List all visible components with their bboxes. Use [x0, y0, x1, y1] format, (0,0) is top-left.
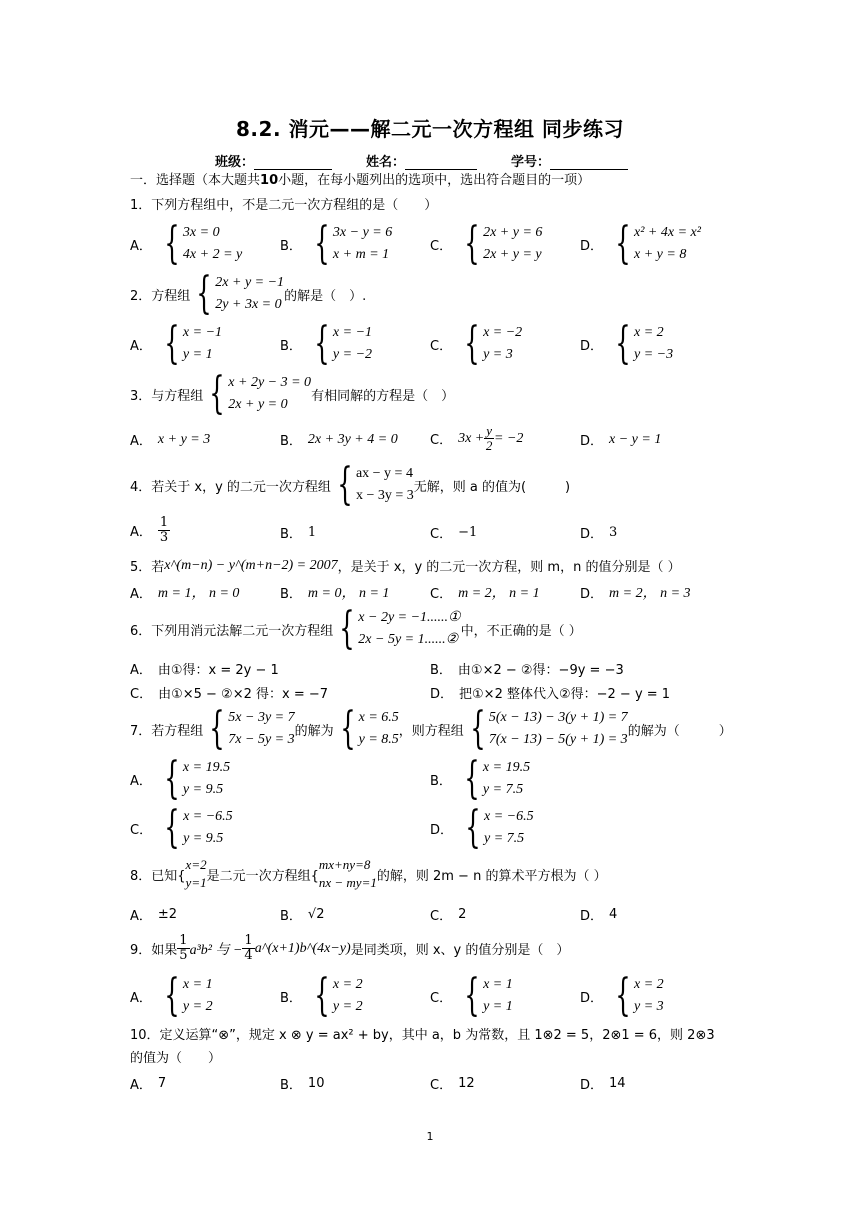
section-number: 一．: [130, 173, 157, 188]
option-label: C．: [130, 687, 153, 702]
eq-line: y = 2: [182, 999, 213, 1014]
option-label: C．: [130, 822, 153, 838]
q2-option-b: B． { x = −1 y = −2: [280, 318, 373, 369]
q5-option-d: [580, 582, 691, 602]
student-info: [215, 151, 628, 170]
fraction: [177, 934, 189, 963]
option-label: B．: [280, 1078, 302, 1093]
q10-option-c: [430, 1074, 475, 1093]
option-label: B．: [280, 990, 302, 1006]
q2-option-a: A． { x = −1 y = 1: [130, 318, 223, 369]
q1-option-b: B． { 3x − y = 6 x + m = 1: [280, 218, 393, 269]
option-label: B．: [280, 338, 302, 354]
q4-option-d: [580, 523, 617, 542]
q10-option-d: [580, 1074, 626, 1093]
option-value: 10: [307, 1076, 325, 1091]
q7-option-d: D． { x = −6.5 y = 7.5: [430, 802, 534, 853]
q5-option-a: [130, 582, 239, 602]
eq-line: x = 2: [332, 977, 363, 992]
option-label: D．: [580, 1078, 604, 1093]
question-5-stem: [130, 556, 681, 575]
stem-text: 有相同解的方程是（ ）: [311, 388, 455, 404]
option-label: A．: [130, 586, 152, 602]
eq-line: x=2: [185, 857, 207, 872]
option-label: A．: [130, 525, 152, 540]
q10-option-b: [280, 1074, 324, 1093]
q3-option-c: [430, 424, 523, 453]
eq-line: x = 1: [182, 977, 213, 992]
id-field: [511, 151, 628, 170]
option-label: D．: [580, 434, 604, 449]
question-8-stem: [130, 856, 607, 892]
name-blank: [405, 155, 477, 170]
eq-line: x + m = 1: [332, 247, 390, 262]
option-label: C．: [430, 586, 453, 602]
q4-option-c: [430, 523, 477, 542]
stem-text: 的解为: [294, 723, 334, 739]
stem-text: 是二元一次方程组{: [206, 868, 319, 884]
option-label: C．: [430, 909, 453, 924]
option-value: ±2: [157, 907, 178, 922]
q7-option-c: C． { x = −6.5 y = 9.5: [130, 802, 233, 853]
option-text: 由①得：x = 2y − 1: [157, 663, 279, 678]
option-label: D．: [430, 687, 454, 702]
eq-line: y = 3: [483, 347, 513, 362]
eq-line: y = −2: [332, 347, 373, 362]
eq-line: x − 3y = 3: [355, 488, 414, 503]
option-label: C．: [430, 527, 453, 542]
stem-text: 3．与方程组: [130, 388, 204, 404]
question-4-stem: 4．若关于 x，y 的二元一次方程组 { ax − y = 4 x − 3y = 3 无解，则 a 的值为( ): [130, 459, 571, 510]
eq-line: 7x − 5y = 3: [228, 732, 295, 747]
q8-option-a: [130, 905, 177, 924]
eq-line: y = 7.5: [484, 831, 525, 846]
question-1-stem: 1．下列方程组中，不是二元一次方程组的是（ ）: [130, 198, 438, 213]
eq-line: x = −2: [483, 325, 523, 340]
question-2-stem: 2．方程组 { 2x + y = −1 2y + 3x = 0 的解是（ ）.: [130, 268, 367, 319]
eq-line: 2x + y = y: [483, 247, 542, 262]
fraction-numerator: 1: [159, 515, 169, 530]
stem-text: 的解为（ ）: [627, 723, 732, 739]
stem-text: 9．如果: [130, 943, 178, 958]
question-7-stem: 7．若方程组 { 5x − 3y = 7 7x − 5y = 3 的解为 { x = 6.5 y = 8.5 ，则方程组 { 5(x − 13) − 3(y + 1) = 7 7(x − 13) − 5(y + 1) = 3 的解为（ ）: [130, 703, 732, 754]
eq-line: 3x = 0: [182, 225, 220, 240]
option-label: A．: [130, 1078, 152, 1093]
eq-line: x = 1: [483, 977, 513, 992]
stem-text: 的解，则 2m − n 的算术平方根为（ ）: [376, 868, 607, 884]
q4-option-b: [280, 523, 316, 542]
stem-text: 8．已知{: [130, 868, 186, 884]
option-math: x + y = 3: [157, 431, 211, 447]
option-value: −1: [458, 525, 478, 540]
q5-option-c: [430, 582, 540, 602]
page-title: 8.2. 消元——解二元一次方程组 同步练习: [236, 117, 624, 141]
option-label: D．: [430, 822, 454, 838]
q7-option-a: A． { x = 19.5 y = 9.5: [130, 753, 231, 804]
eq-line: x = 2: [634, 977, 664, 992]
option-label: B．: [280, 238, 302, 254]
option-value: 2: [458, 907, 467, 922]
q1-option-d: D． { x² + 4x = x² x + y = 8: [580, 218, 701, 269]
eq-line: y = 3: [634, 999, 664, 1014]
eq-line: 7(x − 13) − 5(y + 1) = 3: [488, 732, 628, 747]
eq-line: y = 8.5: [358, 732, 399, 747]
q6-option-b: [430, 659, 624, 678]
q6-option-a: [130, 659, 279, 678]
eq-line: y = 1: [483, 999, 513, 1014]
option-value: 14: [609, 1076, 626, 1091]
id-label: 学号：: [511, 155, 551, 170]
option-label: C．: [430, 338, 453, 354]
stem-text: 5．若: [130, 560, 165, 575]
eq-line: 2y + 3x = 0: [215, 297, 282, 312]
stem-math: a^(x+1)b^(4x−y): [254, 940, 351, 956]
eq-line: mx+ny=8: [318, 857, 371, 872]
section-heading: [130, 172, 590, 190]
option-math: m = 2， n = 3: [609, 586, 691, 601]
eq-line: 4x + 2 = y: [182, 247, 243, 262]
fraction: [242, 934, 254, 963]
section-count: 10: [260, 173, 279, 188]
q10-option-a: [130, 1074, 166, 1093]
option-label: C．: [430, 433, 453, 448]
q8-option-d: [580, 905, 617, 924]
eq-line: x = −1: [182, 325, 223, 340]
fraction-denominator: 3: [159, 530, 169, 545]
eq-line: x² + 4x = x²: [634, 225, 701, 240]
eq-line: x = 19.5: [482, 760, 531, 775]
eq-line: 5(x − 13) − 3(y + 1) = 7: [488, 710, 628, 725]
option-text: 由①×5 − ②×2 得：x = −7: [158, 687, 329, 702]
option-label: D．: [580, 338, 604, 354]
stem-text: 6．下列用消元法解二元一次方程组: [130, 623, 334, 639]
option-value: 4: [609, 907, 618, 922]
section-text-suffix: 小题，在每小题列出的选项中，选出符合题目的一项）: [278, 173, 591, 188]
class-field: [215, 151, 332, 170]
option-label: B．: [430, 773, 452, 789]
option-value: 12: [458, 1076, 475, 1091]
q9-option-b: B． { x = 2 y = 2: [280, 970, 363, 1021]
q1-option-a: A． { 3x = 0 4x + 2 = y: [130, 218, 243, 269]
option-label: B．: [280, 527, 302, 542]
stem-text: 无解，则 a 的值为( ): [413, 479, 571, 495]
eq-line: 2x − 5y = 1......②: [358, 632, 459, 647]
id-blank: [550, 155, 628, 170]
option-label: A．: [130, 773, 152, 789]
eq-line: x = 6.5: [358, 710, 399, 725]
eq-line: 3x − y = 6: [332, 225, 393, 240]
eq-line: x = 2: [634, 325, 664, 340]
fraction: [158, 516, 170, 545]
option-label: B．: [280, 909, 302, 924]
option-math: x − y = 1: [609, 431, 662, 447]
eq-line: y = −3: [634, 347, 674, 362]
stem-text: ，是关于 x，y 的二元一次方程，则 m，n 的值分别是（ ）: [337, 560, 681, 575]
name-field: [366, 151, 477, 170]
fraction-numerator: 1: [179, 933, 188, 948]
q2-option-c: C． { x = −2 y = 3: [430, 318, 523, 369]
q3-option-b: [280, 430, 398, 449]
option-label: B．: [430, 663, 452, 678]
name-label: 姓名：: [366, 155, 406, 170]
option-label: A．: [130, 990, 152, 1006]
option-label: D．: [580, 909, 604, 924]
q5-option-b: [280, 582, 389, 602]
stem-text: 2．方程组: [130, 288, 191, 304]
q4-option-a: [130, 516, 170, 545]
option-label: B．: [280, 586, 302, 602]
q7-option-b: B． { x = 19.5 y = 7.5: [430, 753, 531, 804]
stem-math: x^(m−n) − y^(m+n−2) = 2007: [164, 557, 338, 573]
eq-line: x = −6.5: [484, 809, 534, 824]
eq-line: x = 19.5: [182, 760, 231, 775]
fraction-denominator: 5: [179, 948, 188, 963]
eq-line: 2x + y = −1: [215, 275, 285, 290]
option-math: 2x + 3y + 4 = 0: [307, 431, 398, 447]
q3-option-d: [580, 430, 661, 449]
eq-line: y = 7.5: [482, 782, 524, 797]
question-9-stem: [130, 934, 569, 963]
option-math: m = 2， n = 1: [458, 586, 540, 601]
eq-line: y=1: [185, 875, 207, 890]
stem-text: 4．若关于 x，y 的二元一次方程组: [130, 479, 331, 495]
section-text-prefix: 选择题（本大题共: [156, 173, 261, 188]
eq-line: x = −1: [332, 325, 373, 340]
option-math: = −2: [494, 430, 524, 446]
q9-option-d: D． { x = 2 y = 3: [580, 970, 664, 1021]
fraction-numerator: y: [486, 423, 493, 438]
option-label: D．: [580, 990, 604, 1006]
option-value: 7: [157, 1076, 167, 1091]
fraction: [484, 424, 494, 453]
q9-option-c: C． { x = 1 y = 1: [430, 970, 513, 1021]
eq-line: 2x + y = 6: [483, 225, 543, 240]
eq-line: x + y = 8: [634, 247, 687, 262]
option-label: A．: [130, 238, 152, 254]
option-text: 把①×2 整体代入②得：−2 − y = 1: [459, 687, 671, 702]
stem-text: 是同类项，则 x、y 的值分别是（ ）: [350, 943, 570, 958]
stem-text: 中，不正确的是（ ）: [460, 623, 582, 639]
eq-line: y = 1: [182, 347, 213, 362]
option-label: A．: [130, 434, 152, 449]
option-value: 3: [609, 525, 618, 540]
q2-option-d: D． { x = 2 y = −3: [580, 318, 674, 369]
option-label: B．: [280, 434, 302, 449]
q6-option-d: [430, 683, 670, 702]
eq-line: x − 2y = −1......①: [358, 610, 461, 625]
question-10-stem-line2: 的值为（ ）: [130, 1051, 222, 1066]
eq-line: y = 9.5: [182, 782, 224, 797]
option-label: D．: [580, 527, 604, 542]
option-label: C．: [430, 1078, 453, 1093]
stem-math: a³b² 与 −: [189, 942, 243, 958]
option-label: A．: [130, 338, 152, 354]
option-math: m = 1， n = 0: [157, 586, 240, 601]
fraction-denominator: 2: [485, 438, 493, 453]
fraction-denominator: 4: [244, 948, 253, 963]
option-math: m = 0， n = 1: [307, 586, 390, 601]
option-label: C．: [430, 238, 453, 254]
fraction-numerator: 1: [244, 933, 253, 948]
eq-line: 5x − 3y = 7: [228, 710, 295, 725]
question-10-stem-line1: 10．定义运算“⊗”，规定 x ⊗ y = ax² + by，其中 a，b 为常数，且 1⊗2 = 5，2⊗1 = 6，则 2⊗3: [130, 1028, 715, 1043]
option-label: A．: [130, 909, 152, 924]
class-blank: [254, 155, 332, 170]
question-3-stem: 3．与方程组 { x + 2y − 3 = 0 2x + y = 0 有相同解的方程是（ ）: [130, 368, 455, 419]
stem-text: 7．若方程组: [130, 723, 204, 739]
page-number: 1: [426, 1130, 434, 1143]
q8-option-c: [430, 905, 466, 924]
q8-option-b: [280, 905, 324, 924]
stem-text: 的解是（ ）.: [284, 288, 367, 304]
eq-line: x = −6.5: [183, 809, 233, 824]
eq-line: x + 2y − 3 = 0: [228, 375, 312, 390]
stem-text: ，则方程组: [398, 723, 464, 739]
q6-option-c: [130, 683, 328, 702]
option-label: A．: [130, 663, 152, 678]
option-value: 1: [307, 525, 317, 540]
eq-line: ax − y = 4: [355, 466, 413, 481]
eq-line: 2x + y = 0: [228, 397, 288, 412]
eq-line: y = 2: [332, 999, 363, 1014]
class-label: 班级：: [215, 155, 255, 170]
eq-line: y = 9.5: [183, 831, 224, 846]
option-text: 由①×2 − ②得：−9y = −3: [457, 663, 624, 678]
q1-option-c: C． { 2x + y = 6 2x + y = y: [430, 218, 543, 269]
option-math: 3x +: [458, 430, 485, 446]
q3-option-a: [130, 430, 210, 449]
question-6-stem: 6．下列用消元法解二元一次方程组 { x − 2y = −1......① 2x − 5y = 1......② 中，不正确的是（ ）: [130, 603, 582, 654]
option-value: √2: [307, 907, 325, 922]
option-label: D．: [580, 586, 604, 602]
option-label: D．: [580, 238, 604, 254]
eq-line: nx − my=1: [318, 875, 377, 890]
option-label: C．: [430, 990, 453, 1006]
q9-option-a: A． { x = 1 y = 2: [130, 970, 213, 1021]
